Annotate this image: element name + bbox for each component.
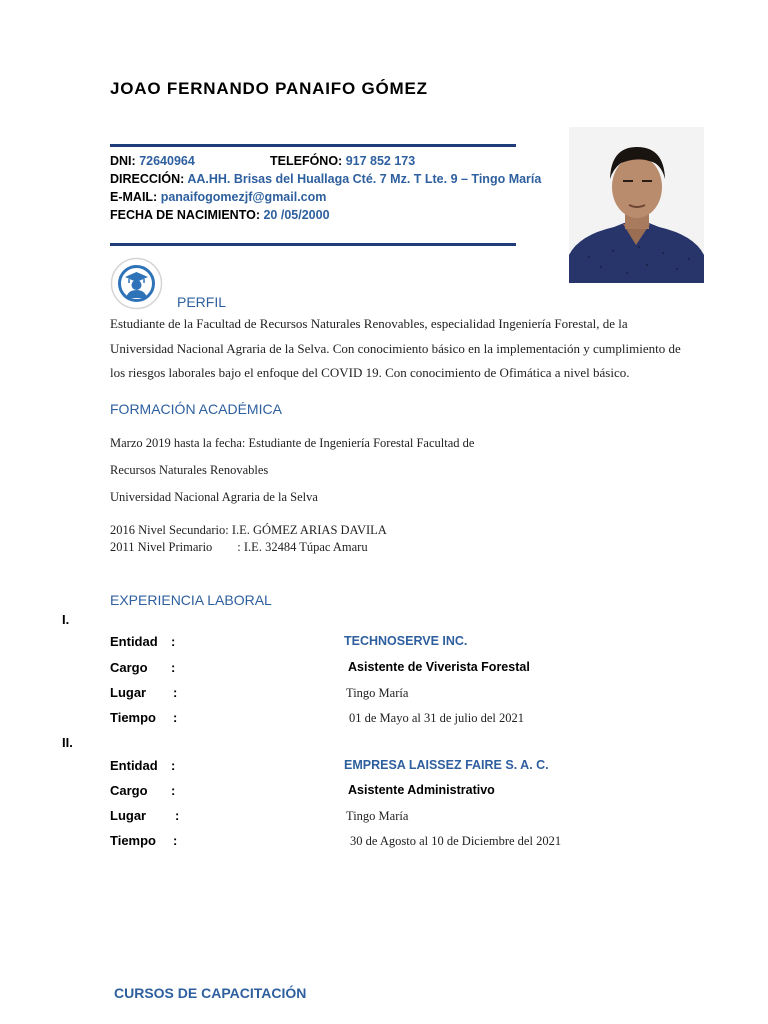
- lugar-value: Tingo María: [346, 686, 409, 700]
- entidad-value: TECHNOSERVE INC.: [344, 634, 468, 648]
- cargo-value: Asistente de Viverista Forestal: [348, 660, 530, 674]
- tiempo-label: Tiempo: [110, 833, 156, 848]
- birth-label: FECHA DE NACIMIENTO:: [110, 208, 260, 222]
- formacion-line-4: 2016 Nivel Secundario: I.E. GÓMEZ ARIAS DAVILA: [110, 523, 387, 537]
- perfil-text: Estudiante de la Facultad de Recursos Naturales Renovables, especialidad Ingeniería Forestal, de la Universidad Nacional Agraria de la Selva. Con conocimiento básico en la implementación y cumplimiento de los riesgos laborales bajo el enfoque del COVID 19. Con conocimiento de Ofimática a nivel básico.: [110, 316, 681, 380]
- lugar-label: Lugar: [110, 808, 147, 823]
- formacion-line-3: Universidad Nacional Agraria de la Selva: [110, 490, 318, 504]
- entidad-label: Entidad: [110, 758, 158, 773]
- address-label: DIRECCIÓN:: [110, 172, 185, 186]
- experiencia-title: EXPERIENCIA LABORAL: [110, 592, 272, 608]
- experience-number: I.: [62, 612, 70, 627]
- birth-value: 20 /05/2000: [263, 208, 330, 222]
- profile-photo: [569, 127, 704, 283]
- cargo-label: Cargo: [110, 783, 148, 798]
- cargo-value: Asistente Administrativo: [348, 783, 495, 797]
- colon: :: [171, 634, 176, 649]
- entidad-label: Entidad: [110, 634, 158, 649]
- resume-name: JOAO FERNANDO PANAIFO GÓMEZ: [110, 79, 428, 98]
- dni-value: 72640964: [139, 154, 195, 168]
- dni-label: DNI:: [110, 154, 136, 168]
- colon: :: [173, 833, 178, 848]
- colon: :: [175, 808, 180, 823]
- colon: :: [173, 685, 178, 700]
- tiempo-label: Tiempo: [110, 710, 156, 725]
- dni-line: [110, 154, 195, 168]
- cargo-label: Cargo: [110, 660, 148, 675]
- phone-label: TELEFÓNO:: [270, 154, 343, 168]
- experience-number: II.: [62, 735, 73, 750]
- phone-line: [270, 154, 415, 168]
- formacion-line-2: Recursos Naturales Renovables: [110, 463, 269, 477]
- email-value: panaifogomezjf@gmail.com: [160, 190, 327, 204]
- colon: :: [171, 660, 176, 675]
- cursos-title: CURSOS DE CAPACITACIÓN: [114, 985, 307, 1001]
- lugar-value: Tingo María: [346, 809, 409, 823]
- address-value: AA.HH. Brisas del Huallaga Cté. 7 Mz. T Lte. 9 – Tingo María: [187, 172, 542, 186]
- colon: :: [173, 710, 178, 725]
- address-line: [110, 172, 541, 186]
- graduate-icon: [110, 257, 163, 310]
- birth-line: [110, 208, 330, 222]
- email-label: E-MAIL:: [110, 190, 158, 204]
- colon: :: [171, 783, 176, 798]
- entidad-value: EMPRESA LAISSEZ FAIRE S. A. C.: [344, 758, 549, 772]
- colon: :: [171, 758, 176, 773]
- formacion-title: FORMACIÓN ACADÉMICA: [110, 401, 282, 417]
- formacion-line-5: 2011 Nivel Primario : I.E. 32484 Túpac Amaru: [110, 540, 368, 554]
- tiempo-value: 30 de Agosto al 10 de Diciembre del 2021: [350, 834, 562, 848]
- lugar-label: Lugar: [110, 685, 147, 700]
- bottom-divider: [110, 243, 516, 246]
- formacion-line-1: Marzo 2019 hasta la fecha: Estudiante de Ingeniería Forestal Facultad de: [110, 436, 475, 450]
- phone-value: 917 852 173: [345, 154, 416, 168]
- perfil-title: PERFIL: [177, 294, 227, 310]
- tiempo-value: 01 de Mayo al 31 de julio del 2021: [349, 711, 524, 725]
- top-divider: [110, 144, 516, 147]
- email-line: [110, 190, 326, 204]
